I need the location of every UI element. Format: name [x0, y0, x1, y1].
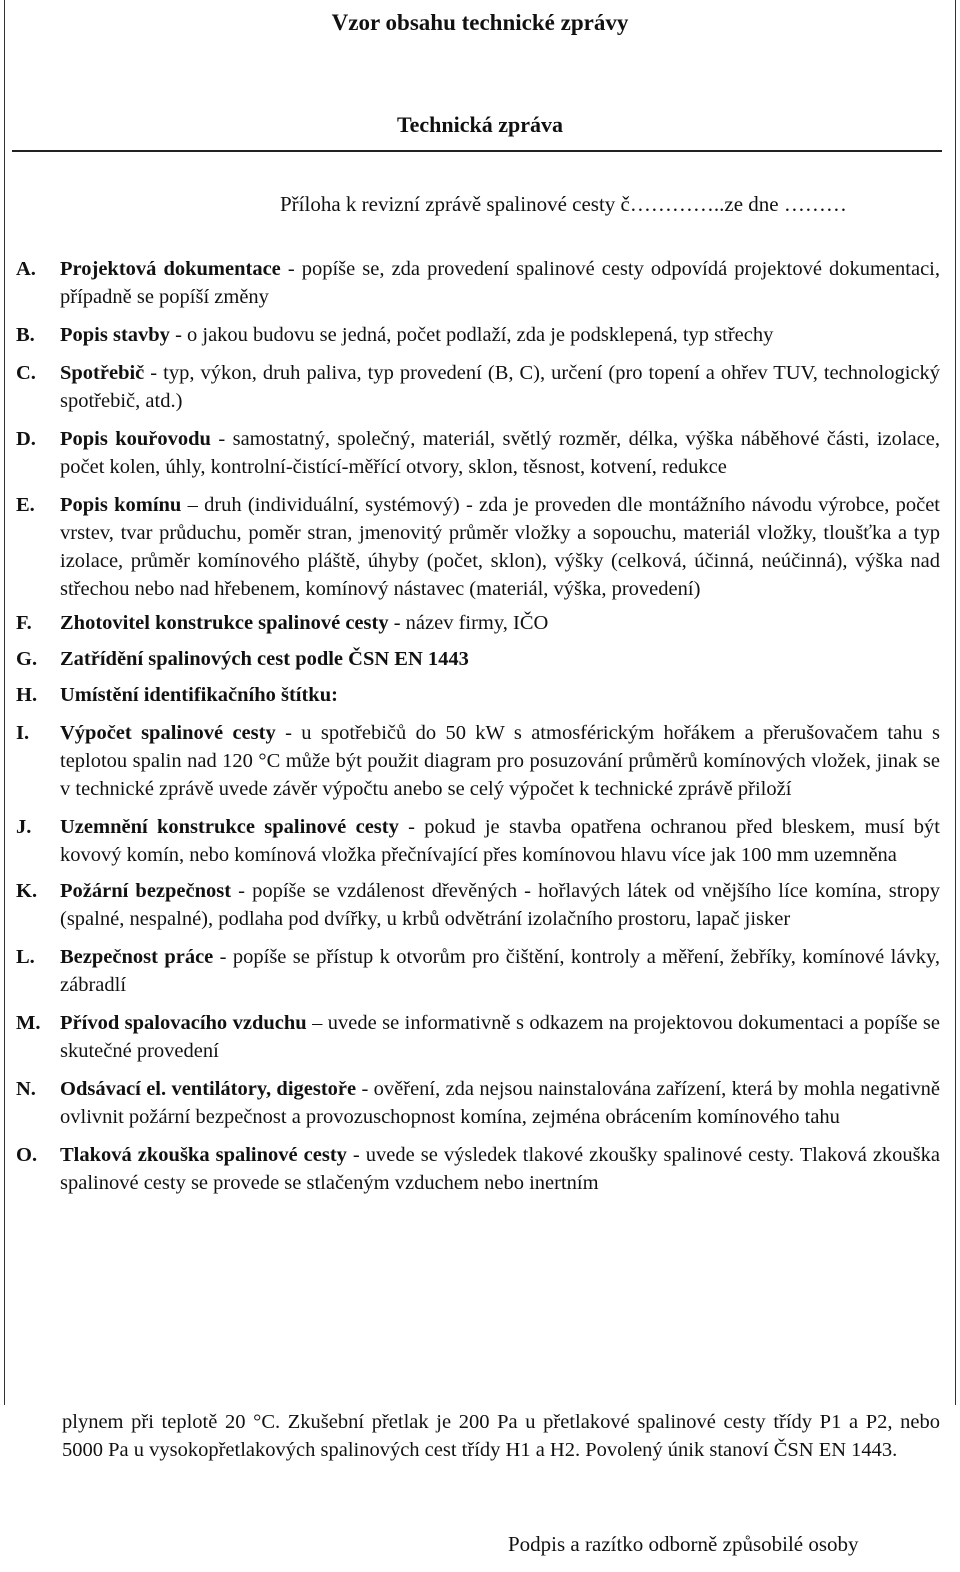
- continuation-text: plynem při teplotě 20 °C. Zkušební přetlak je 200 Pa u přetlakové spalinové cesty třídy P1 a P2, nebo 5000 Pa u vysokopřetlakových spalinových cest třídy H1 a H2. Povolený únik stanoví ČSN EN 1443.: [62, 1411, 940, 1461]
- item-body: [60, 1075, 940, 1131]
- item-heading: Popis komínu: [60, 494, 182, 516]
- item-body: [60, 813, 940, 869]
- content-item-list: [16, 255, 940, 1197]
- item-body: [60, 1009, 940, 1065]
- item-letter: N.: [16, 1078, 36, 1100]
- item-letter: G.: [16, 648, 38, 670]
- item-heading: Tlaková zkouška spalinové cesty: [60, 1144, 347, 1166]
- item-letter: L.: [16, 946, 35, 968]
- item-heading: Výpočet spalinové cesty: [60, 722, 276, 744]
- item-heading: Bezpečnost práce: [60, 946, 214, 968]
- content-item: [16, 1075, 940, 1131]
- content-item: [16, 359, 940, 415]
- item-letter: M.: [16, 1012, 41, 1034]
- content-item: [16, 681, 940, 709]
- item-letter: K.: [16, 880, 38, 902]
- content-item: [16, 491, 940, 603]
- item-body: [60, 491, 940, 603]
- item-body: [60, 877, 940, 933]
- item-heading: Uzemnění konstrukce spalinové cesty: [60, 816, 399, 838]
- item-heading: Odsávací el. ventilátory, digestoře: [60, 1078, 357, 1100]
- content-item: [16, 609, 940, 637]
- item-letter: B.: [16, 324, 35, 346]
- item-text: - název firmy, IČO: [388, 612, 549, 634]
- item-letter: O.: [16, 1144, 38, 1166]
- item-body: [60, 425, 940, 481]
- item-letter: J.: [16, 816, 32, 838]
- item-heading: Umístění identifikačního štítku:: [60, 684, 338, 706]
- appendix-line: Příloha k revizní zprávě spalinové cesty č…………..ze dne ………: [280, 192, 847, 216]
- item-letter: A.: [16, 258, 36, 280]
- item-letter: F.: [16, 612, 32, 634]
- item-text: - ověření, zda nejsou nainstalována zařízení, která by mohla negativně ovlivnit požární bezpečnost a provozuschopnost komína, zejména obrácením komínového tahu: [60, 1078, 940, 1128]
- item-text: - pokud je stavba opatřena ochranou před bleskem, musí být kovový komín, nebo komínová vložka přečnívající přes komínovou hlavu více jak 100 mm uzemněna: [60, 816, 940, 866]
- content-item: [16, 877, 940, 933]
- item-heading: Popis stavby: [60, 324, 170, 346]
- item-letter: E.: [16, 494, 35, 516]
- item-text: - popíše se, zda provedení spalinové cesty odpovídá projektové dokumentaci, případně se popíší změny: [60, 258, 941, 308]
- item-heading: Spotřebič: [60, 362, 145, 384]
- item-heading: Projektová dokumentace: [60, 258, 281, 280]
- item-body: [60, 719, 940, 803]
- item-text: - popíše se vzdálenost dřevěných - hořlavých látek od vnějšího líce komína, stropy (spalné, nespalné), podlaha pod dvířky, u krbů odvětrání izolačního prostoru, lapač jisker: [60, 880, 940, 930]
- content-item: [16, 813, 940, 869]
- signature-line: Podpis a razítko odborně způsobilé osoby: [508, 1532, 859, 1556]
- item-text: - popíše se přístup k otvorům pro čištění, kontroly a měření, žebříky, komínové lávky, zábradlí: [60, 946, 940, 996]
- item-text: - u spotřebičů do 50 kW s atmosférickým hořákem a přerušovačem tahu s teplotou spalin nad 120 °C může být použit diagram pro posuzování průměrů komínových vložek, jinak se v technické zprávě uvede závěr výpočtu anebo se celý výpočet k technické zprávě přiloží: [60, 722, 940, 800]
- item-text: - uvede se výsledek tlakové zkoušky spalinové cesty. Tlaková zkouška spalinové cesty se provede se stlačeným vzduchem nebo inertním: [60, 1144, 940, 1194]
- content-item: [16, 645, 940, 673]
- item-body: [60, 359, 940, 415]
- item-body: [60, 609, 940, 637]
- item-body: [60, 321, 940, 349]
- item-letter: I.: [16, 722, 30, 744]
- item-text: - typ, výkon, druh paliva, typ provedení (B, C), určení (pro topení a ohřev TUV, technologický spotřebič, atd.): [60, 362, 940, 412]
- item-letter: D.: [16, 428, 36, 450]
- item-body: [60, 943, 940, 999]
- item-heading: Požární bezpečnost: [60, 880, 232, 902]
- item-heading: Zhotovitel konstrukce spalinové cesty: [60, 612, 389, 634]
- item-text: - o jakou budovu se jedná, počet podlaží, zda je podsklepená, typ střechy: [169, 324, 774, 346]
- document-title: Vzor obsahu technické zprávy: [331, 10, 629, 35]
- item-heading: Přívod spalovacího vzduchu: [60, 1012, 307, 1034]
- content-item: [16, 255, 940, 311]
- content-item: [16, 1009, 940, 1065]
- item-heading: Popis kouřovodu: [60, 428, 211, 450]
- item-letter: H.: [16, 684, 38, 706]
- item-letter: C.: [16, 362, 36, 384]
- content-item: [16, 425, 940, 481]
- item-body: [60, 1141, 940, 1197]
- report-title: Technická zpráva: [396, 112, 564, 137]
- item-text: - samostatný, společný, materiál, světlý rozměr, délka, výška náběhové části, izolace, počet kolen, úhly, kontrolní-čistící-měřící otvory, sklon, těsnost, kotvení, redukce: [60, 428, 940, 478]
- title-divider: [12, 150, 942, 152]
- content-item: [16, 1141, 940, 1197]
- content-item: [16, 321, 940, 349]
- item-heading: Zatřídění spalinových cest podle ČSN EN 1443: [60, 648, 469, 670]
- item-body: [60, 645, 940, 673]
- content-item: [16, 943, 940, 999]
- item-text: – uvede se informativně s odkazem na projektovou dokumentaci a popíše se skutečné provedení: [60, 1012, 941, 1062]
- item-text: – druh (individuální, systémový) - zda je proveden dle montážního návodu výrobce, počet vrstev, tvar průduchu, poměr stran, jmenovitý průměr vložky a sopouchu, materiál vložky, tloušťka a typ izolace, průměr komínového pláště, úhyby (počet, sklon), výšky (celková, účinná, neúčinná), výška nad střechou nebo nad hřebenem, komínový nástavec (materiál, výška, provedení): [60, 494, 940, 600]
- item-body: [60, 681, 940, 709]
- content-item: [16, 719, 940, 803]
- item-body: [60, 255, 940, 311]
